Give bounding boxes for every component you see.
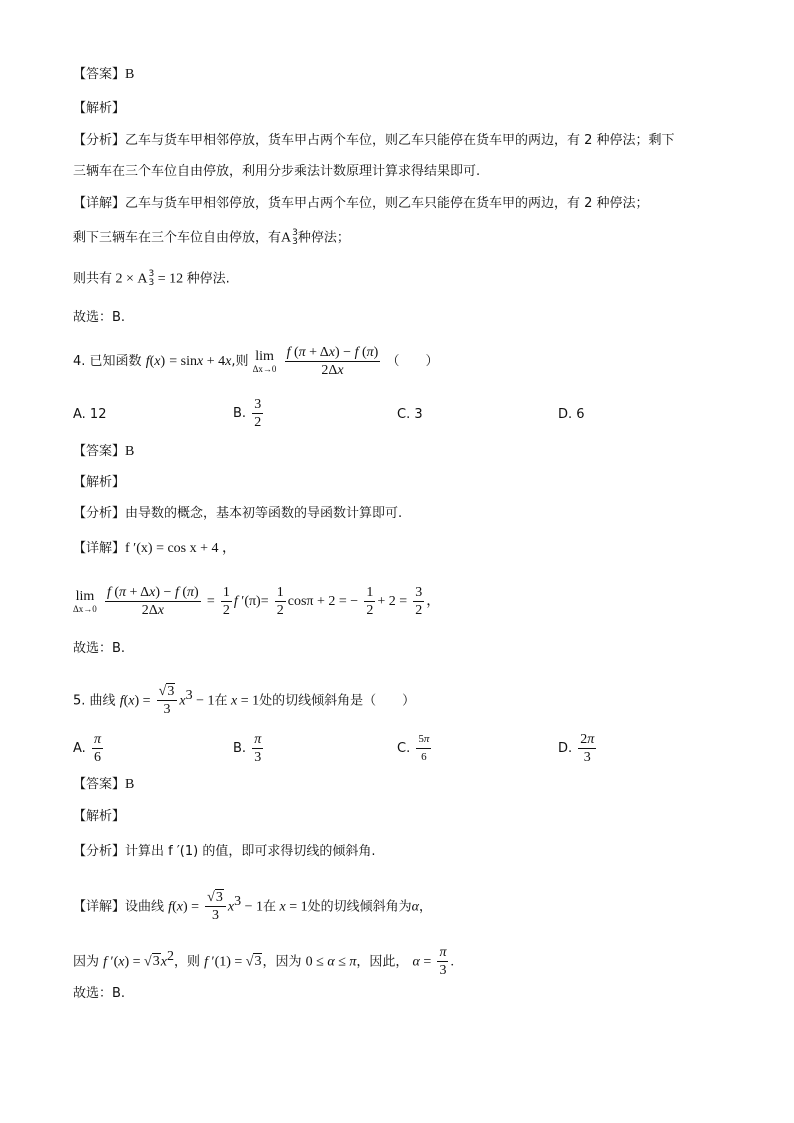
fenxi-tag: 【分析】 [73, 133, 126, 148]
q3-detail-line-1 [73, 195, 649, 213]
q3-fenxi-line-1 [73, 132, 675, 150]
q3-choose: 故选：B. [73, 310, 126, 325]
q5-choose: 故选：B. [73, 986, 126, 1001]
q5-option-a: A. $\frac{\pi}{6}$ [73, 732, 101, 765]
detail-text: 乙车与货车甲相邻停放，货车甲占两个车位，则乙车只能停在货车甲的两边，有 2 种停法； [125, 196, 649, 211]
q3-detail-line-2: 剩下三辆车在三个车位自由停放，有A 3 3 种停法； [73, 228, 350, 247]
fenxi-text: 乙车与货车甲相邻停放，货车甲占两个车位，则乙车只能停在货车甲的两边，有 2 种停法；剩下 [125, 133, 675, 148]
q4-stem: 4. 已知函数 f(x) = sinx + 4x,则 lim Δx→0 $\frac{f (\pi + \Delta x) - f (\pi)}{2\Delta x}$ （ ） [73, 345, 439, 378]
q5-detail-line-2: 因为 f $'(x) = √3x^2$，则 f ′(1) = √3，因为 0 ≤ α ≤ π，因此， α = $\frac{\pi}{3}$ . [73, 945, 454, 979]
q5-stem: 5. 曲线 f(x) = $\frac{√3}{3}$ $x^3 - 1$在 x = 1处的切线倾斜角是（ ） [73, 684, 416, 718]
q4-option-b: B. $\frac{3}{2}$ [233, 397, 262, 430]
q4-answer-line: 【答案】B [73, 444, 135, 459]
q5-fenxi-line: 【分析】计算出 f ′(1) 的值，即可求得切线的倾斜角. [73, 844, 376, 859]
total-formula: 2 × A [112, 271, 148, 287]
q3-answer-line [73, 66, 134, 84]
q4-analysis-tag: 【解析】 [73, 475, 126, 490]
answer-tag: 【答案】 [73, 67, 126, 82]
limit-symbol: lim Δx→0 [252, 348, 277, 374]
q4-option-a: A. 12 [73, 407, 107, 422]
answer-value: B [125, 67, 135, 82]
detail-tag: 【详解】 [73, 196, 126, 211]
arrangement-symbol: A [281, 230, 292, 246]
q5-option-d: D. $\frac{2\pi}{3}$ [558, 732, 595, 765]
q5-answer-line: 【答案】B [73, 777, 135, 792]
q4-option-d: D. 6 [558, 407, 585, 422]
q4-detail-line-1: 【详解】f ′(x) = cos x + 4 ， [73, 541, 237, 556]
q3-detail-line-3: 则共有 2 × A 3 3 = 12 种停法. [73, 269, 230, 288]
q5-analysis-tag: 【解析】 [73, 809, 126, 824]
q3-analysis-tag: 【解析】 [73, 101, 126, 116]
q4-limit-computation: lim Δx→0 $\frac{f (\pi + \Delta x) - f (\pi)}{2\Delta x}$ = $\frac{1}{2}$ f ′(π)= $\frac{1}{2}$ cosπ + 2 = − $\frac{1}{2}$ + 2 = $\frac{3}{2}$ ， [73, 585, 441, 618]
q4-choose: 故选：B. [73, 641, 126, 656]
q5-option-c: C. $\frac{5\pi}{6}$ [397, 733, 430, 763]
q4-option-c: C. 3 [397, 407, 423, 422]
q3-fenxi-line-2: 三辆车在三个车位自由停放，利用分步乘法计数原理计算求得结果即可. [73, 164, 481, 179]
q4-fenxi-line: 【分析】由导数的概念，基本初等函数的导函数计算即可. [73, 506, 403, 521]
q5-detail-line-1: 【详解】设曲线 f(x) = $\frac{√3}{3}$ $x^3 - 1$在 x = 1处的切线倾斜角为α， [73, 890, 432, 924]
q5-option-b: B. $\frac{\pi}{3}$ [233, 732, 262, 765]
difference-quotient: $\frac{f (\pi + \Delta x) - f (\pi)}{2\Delta x}$ [286, 345, 379, 378]
